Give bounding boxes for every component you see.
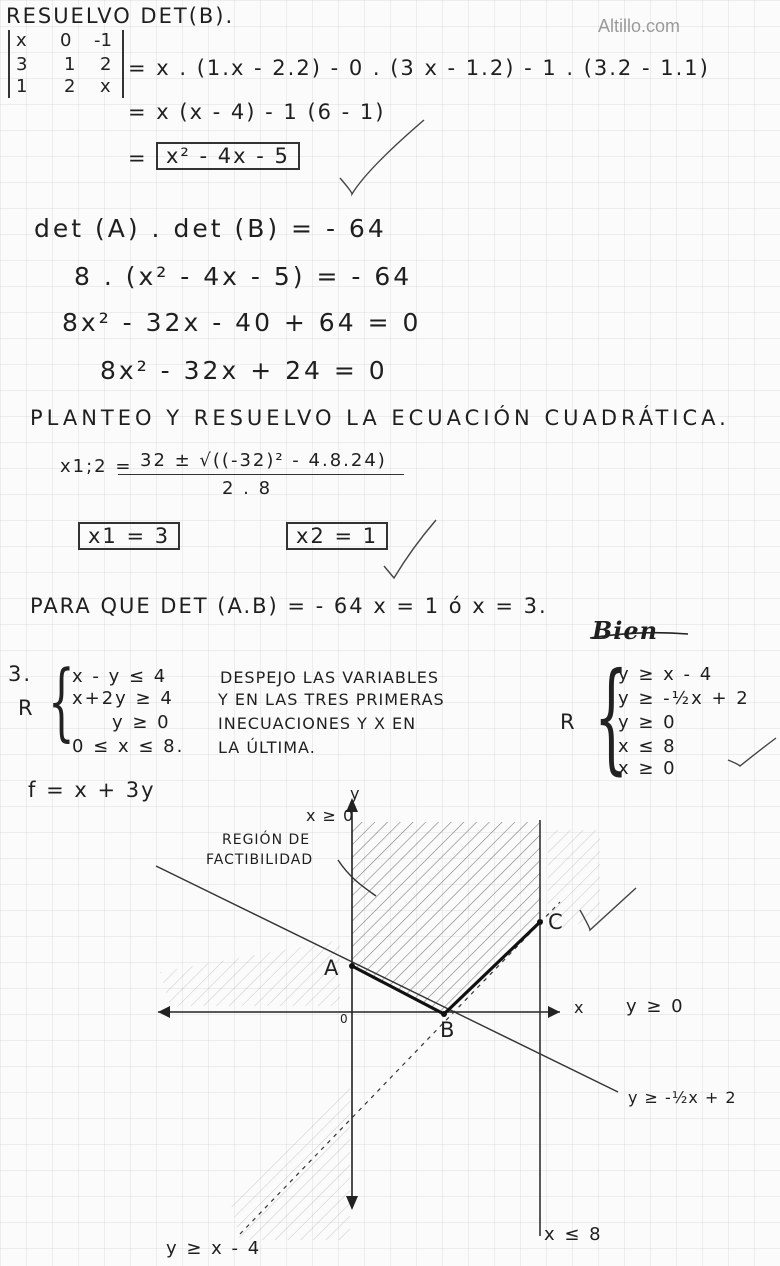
solved-inequality-2: y ≥ -½x + 2: [618, 688, 750, 709]
solved-inequality-5: x ≥ 0: [618, 758, 677, 779]
x2-result-box: x2 = 1: [286, 522, 388, 550]
system-label-right: R: [560, 710, 577, 734]
det-b-line-1: = x . (1.x - 2.2) - 0 . (3 x - 1.2) - 1 . (3.2 - 1.1): [128, 56, 710, 80]
explanation-line-3: INECUACIONES Y X EN: [218, 714, 417, 733]
matrix-cell: x: [16, 30, 27, 51]
equation-line-1: det (A) . det (B) = - 64: [34, 214, 387, 243]
solved-inequality-1: y ≥ x - 4: [618, 664, 714, 685]
matrix-cell: 1: [16, 76, 28, 97]
equation-line-4: 8x² - 32x + 24 = 0: [100, 356, 388, 385]
system-label-left: R: [18, 696, 35, 720]
feasible-region: [352, 822, 540, 1014]
outside-hatch-bottom: [230, 1080, 350, 1240]
solved-inequality-4: x ≤ 8: [618, 736, 677, 757]
region-label-line-2: FACTIBILIDAD: [206, 852, 314, 868]
matrix-cell: -1: [94, 30, 112, 51]
x-axis-arrow-right: [548, 1006, 560, 1018]
origin-label: 0: [340, 1012, 349, 1026]
explanation-line-1: DESPEJO LAS VARIABLES: [220, 668, 440, 687]
matrix-cell: 1: [64, 54, 76, 75]
y-axis-label: y: [350, 784, 361, 803]
quadratic-numerator: 32 ± √((-32)² - 4.8.24): [140, 450, 387, 471]
det-b-result-box: x² - 4x - 5: [156, 142, 300, 170]
point-a-label: A: [324, 956, 341, 980]
matrix-cell: x: [100, 76, 111, 97]
det-b-line-3-eq: =: [128, 146, 148, 170]
x-ge-0-label: x ≥ 0: [306, 806, 355, 825]
point-c-dot: [537, 919, 543, 925]
equation-line-2: 8 . (x² - 4x - 5) = - 64: [74, 262, 413, 291]
point-a-dot: [349, 963, 355, 969]
check-mark-2: [384, 520, 436, 578]
det-b-heading: RESUELVO DET(B).: [6, 4, 235, 28]
explanation-line-2: Y EN LAS TRES PRIMERAS: [218, 690, 445, 709]
problem-number: 3.: [8, 662, 33, 686]
inequality-2: x+2y ≥ 4: [72, 688, 174, 709]
brace-right: {: [594, 648, 629, 787]
quadratic-denominator: 2 . 8: [222, 478, 273, 499]
watermark: Altillo.com: [598, 16, 681, 36]
det-b-line-2: = x (x - 4) - 1 (6 - 1): [128, 100, 386, 124]
x-axis-arrow-left: [158, 1006, 170, 1018]
teacher-grade: Bien: [592, 616, 659, 645]
matrix-cell: 3: [16, 54, 28, 75]
matrix-cell: 0: [60, 30, 72, 51]
quadratic-lhs: x1;2 =: [60, 456, 133, 477]
grade-underline: [590, 633, 688, 638]
brace-left: {: [48, 652, 75, 750]
x-axis-label: x: [574, 998, 585, 1017]
inequality-1: x - y ≤ 4: [72, 666, 168, 687]
y-ge-x-minus-4-label: y ≥ x - 4: [166, 1238, 262, 1259]
x-le-8-label: x ≤ 8: [544, 1224, 603, 1245]
explanation-line-4: LA ÚLTIMA.: [218, 738, 316, 757]
region-label-line-1: REGIÓN DE: [222, 832, 311, 848]
check-mark-4: [728, 738, 776, 766]
point-b-dot: [441, 1011, 447, 1017]
half-line-label: y ≥ -½x + 2: [628, 1088, 737, 1107]
x1-result-box: x1 = 3: [78, 522, 180, 550]
y-ge-0-label: y ≥ 0: [626, 996, 685, 1017]
inequality-4: 0 ≤ x ≤ 8.: [72, 736, 185, 757]
matrix-cell: 2: [100, 54, 112, 75]
solved-inequality-3: y ≥ 0: [618, 712, 677, 733]
point-b-label: B: [440, 1018, 457, 1042]
objective-function: f = x + 3y: [28, 778, 156, 802]
matrix-cell: 2: [64, 76, 76, 97]
outside-hatch-left: [160, 940, 340, 1006]
point-c-label: C: [548, 910, 565, 934]
equation-line-3: 8x² - 32x - 40 + 64 = 0: [62, 308, 422, 337]
check-mark-1: [340, 120, 424, 194]
inequality-3: y ≥ 0: [112, 712, 171, 733]
conclusion-text: PARA QUE DET (A.B) = - 64 x = 1 ó x = 3.: [30, 594, 548, 618]
quadratic-heading: PLANTEO Y RESUELVO LA ECUACIÓN CUADRÁTICA.: [30, 406, 730, 430]
